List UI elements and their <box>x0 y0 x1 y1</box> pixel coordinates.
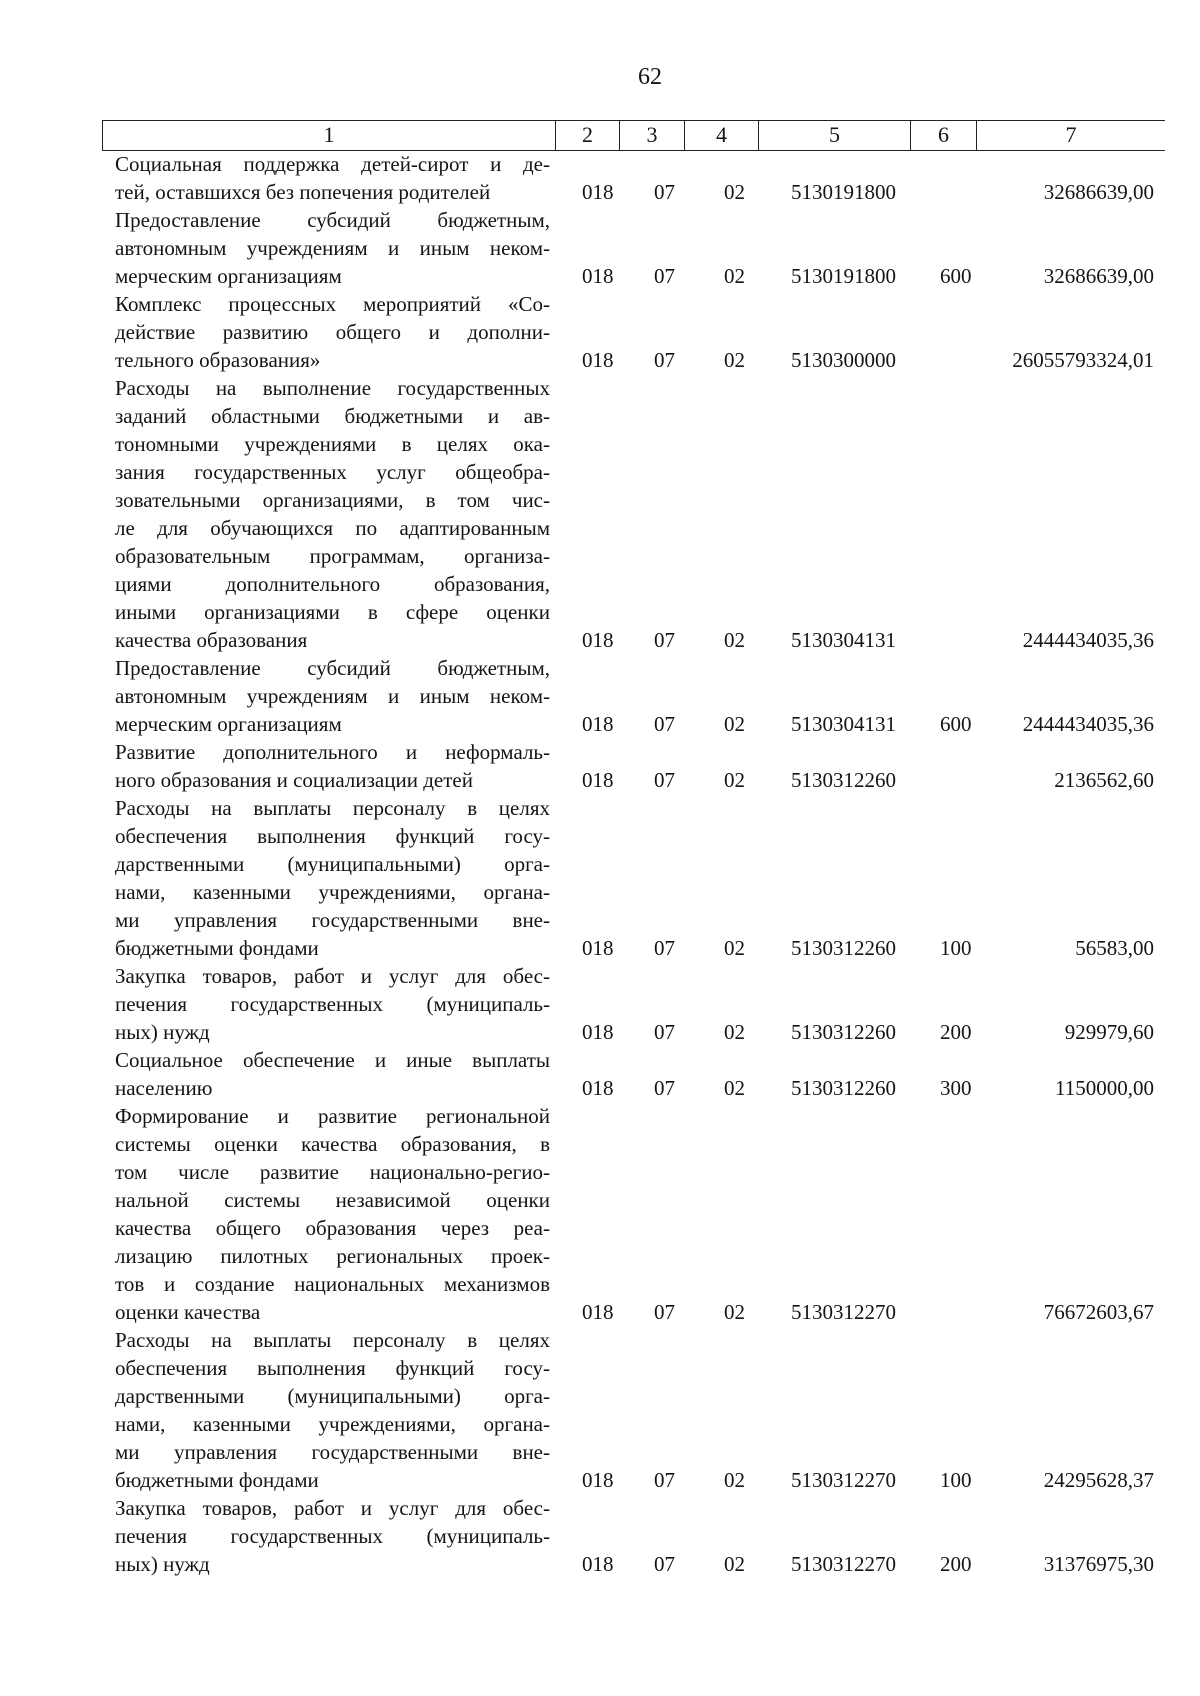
description-line: печения государственных (муниципаль- <box>115 992 550 1016</box>
header-col-3: 3 <box>620 121 685 150</box>
header-col-5: 5 <box>759 121 911 150</box>
description-line: Расходы на выполнение государственных <box>115 376 550 400</box>
target-article-code: 5130312270 <box>791 1552 896 1576</box>
table-row <box>0 1494 1200 1578</box>
table-row <box>0 1102 1200 1326</box>
subsection-code: 02 <box>724 1468 745 1492</box>
description-line: ми управления государственными вне- <box>115 1440 550 1464</box>
description-line: Закупка товаров, работ и услуг для обес- <box>115 1496 550 1520</box>
amount: 2444434035,36 <box>1022 628 1154 652</box>
description-line: заданий областными бюджетными и ав- <box>115 404 550 428</box>
description-line: зания государственных услуг общеобра- <box>115 460 550 484</box>
expense-type-code: 100 <box>940 1468 972 1492</box>
row-description <box>115 962 550 1046</box>
description-line: обеспечения выполнения функций госу- <box>115 824 550 848</box>
description-line: оценки качества <box>115 1300 261 1324</box>
description-line: Расходы на выплаты персоналу в целях <box>115 1328 550 1352</box>
description-line: качества образования <box>115 628 308 652</box>
description-line: обеспечения выполнения функций госу- <box>115 1356 550 1380</box>
amount: 26055793324,01 <box>1012 348 1154 372</box>
description-line: Формирование и развитие региональной <box>115 1104 550 1128</box>
description-line: зовательными организациями, в том чис- <box>115 488 550 512</box>
description-line: Закупка товаров, работ и услуг для обес- <box>115 964 550 988</box>
dept-code: 018 <box>582 180 614 204</box>
subsection-code: 02 <box>724 936 745 960</box>
description-line: ных) нужд <box>115 1552 210 1576</box>
expense-type-code: 200 <box>940 1020 972 1044</box>
description-line: том числе развитие национально-регио- <box>115 1160 550 1184</box>
row-description <box>115 206 550 290</box>
subsection-code: 02 <box>724 628 745 652</box>
target-article-code: 5130191800 <box>791 180 896 204</box>
table-row <box>0 150 1200 206</box>
dept-code: 018 <box>582 1076 614 1100</box>
description-line: Социальная поддержка детей-сирот и де- <box>115 152 550 176</box>
section-code: 07 <box>654 936 675 960</box>
section-code: 07 <box>654 712 675 736</box>
table-row <box>0 206 1200 290</box>
table-row <box>0 1326 1200 1494</box>
expense-type-code: 300 <box>940 1076 972 1100</box>
subsection-code: 02 <box>724 712 745 736</box>
expense-type-code: 100 <box>940 936 972 960</box>
row-description <box>115 1326 550 1494</box>
dept-code: 018 <box>582 628 614 652</box>
expense-type-code: 600 <box>940 712 972 736</box>
description-line: автономным учреждениям и иным неком- <box>115 684 550 708</box>
target-article-code: 5130312260 <box>791 936 896 960</box>
page-number: 62 <box>638 64 662 90</box>
section-code: 07 <box>654 1300 675 1324</box>
amount: 2444434035,36 <box>1022 712 1154 736</box>
section-code: 07 <box>654 1468 675 1492</box>
table-row <box>0 374 1200 654</box>
header-col-7: 7 <box>1065 122 1077 147</box>
header-col-2: 2 <box>556 121 620 150</box>
description-line: мерческим организациям <box>115 712 342 736</box>
description-line: лизацию пилотных региональных проек- <box>115 1244 550 1268</box>
description-line: циями дополнительного образования, <box>115 572 550 596</box>
expense-type-code: 600 <box>940 264 972 288</box>
subsection-code: 02 <box>724 1300 745 1324</box>
description-line: системы оценки качества образования, в <box>115 1132 550 1156</box>
row-description <box>115 794 550 962</box>
description-line: действие развитию общего и дополни- <box>115 320 550 344</box>
row-description <box>115 1046 550 1102</box>
description-line: нами, казенными учреждениями, органа- <box>115 1412 550 1436</box>
description-line: мерческим организациям <box>115 264 342 288</box>
target-article-code: 5130312260 <box>791 1020 896 1044</box>
dept-code: 018 <box>582 768 614 792</box>
description-line: тельного образования» <box>115 348 321 372</box>
section-code: 07 <box>654 348 675 372</box>
dept-code: 018 <box>582 936 614 960</box>
description-line: Развитие дополнительного и неформаль- <box>115 740 550 764</box>
target-article-code: 5130312260 <box>791 1076 896 1100</box>
section-code: 07 <box>654 264 675 288</box>
row-description <box>115 150 550 206</box>
subsection-code: 02 <box>724 1076 745 1100</box>
description-line: нами, казенными учреждениями, органа- <box>115 880 550 904</box>
dept-code: 018 <box>582 712 614 736</box>
row-description <box>115 1102 550 1326</box>
description-line: тей, оставшихся без попечения родителей <box>115 180 491 204</box>
table-row <box>0 1046 1200 1102</box>
dept-code: 018 <box>582 1468 614 1492</box>
section-code: 07 <box>654 628 675 652</box>
row-description <box>115 1494 550 1578</box>
description-line: автономным учреждениям и иным неком- <box>115 236 550 260</box>
description-line: ле для обучающихся по адаптированным <box>115 516 550 540</box>
description-line: иными организациями в сфере оценки <box>115 600 550 624</box>
description-line: Социальное обеспечение и иные выплаты <box>115 1048 550 1072</box>
table-row <box>0 794 1200 962</box>
section-code: 07 <box>654 1552 675 1576</box>
target-article-code: 5130312270 <box>791 1468 896 1492</box>
section-code: 07 <box>654 1076 675 1100</box>
header-col-6: 6 <box>911 121 977 150</box>
row-description <box>115 654 550 738</box>
description-line: бюджетными фондами <box>115 936 319 960</box>
dept-code: 018 <box>582 348 614 372</box>
dept-code: 018 <box>582 1020 614 1044</box>
table-row <box>0 654 1200 738</box>
description-line: тономными учреждениями в целях ока- <box>115 432 550 456</box>
table-row <box>0 962 1200 1046</box>
description-line: печения государственных (муниципаль- <box>115 1524 550 1548</box>
header-col-4: 4 <box>685 121 759 150</box>
amount: 32686639,00 <box>1043 264 1154 288</box>
row-description <box>115 738 550 794</box>
subsection-code: 02 <box>724 1552 745 1576</box>
row-description <box>115 290 550 374</box>
amount: 1150000,00 <box>1055 1076 1154 1100</box>
expense-type-code: 200 <box>940 1552 972 1576</box>
description-line: ного образования и социализации детей <box>115 768 473 792</box>
dept-code: 018 <box>582 1552 614 1576</box>
target-article-code: 5130304131 <box>791 628 896 652</box>
table-row <box>0 290 1200 374</box>
description-line: дарственными (муниципальными) орга- <box>115 1384 550 1408</box>
target-article-code: 5130191800 <box>791 264 896 288</box>
description-line: нальной системы независимой оценки <box>115 1188 550 1212</box>
dept-code: 018 <box>582 264 614 288</box>
subsection-code: 02 <box>724 180 745 204</box>
amount: 76672603,67 <box>1043 1300 1154 1324</box>
description-line: Комплекс процессных мероприятий «Со- <box>115 292 550 316</box>
description-line: Расходы на выплаты персоналу в целях <box>115 796 550 820</box>
description-line: Предоставление субсидий бюджетным, <box>115 208 550 232</box>
header-col-1: 1 <box>103 121 556 150</box>
description-line: населению <box>115 1076 213 1100</box>
description-line: качества общего образования через реа- <box>115 1216 550 1240</box>
table-row <box>0 738 1200 794</box>
amount: 24295628,37 <box>1043 1468 1154 1492</box>
subsection-code: 02 <box>724 264 745 288</box>
amount: 32686639,00 <box>1043 180 1154 204</box>
section-code: 07 <box>654 1020 675 1044</box>
subsection-code: 02 <box>724 1020 745 1044</box>
subsection-code: 02 <box>724 348 745 372</box>
description-line: бюджетными фондами <box>115 1468 319 1492</box>
description-line: тов и создание национальных механизмов <box>115 1272 550 1296</box>
amount: 929979,60 <box>1064 1020 1154 1044</box>
section-code: 07 <box>654 180 675 204</box>
target-article-code: 5130312270 <box>791 1300 896 1324</box>
section-code: 07 <box>654 768 675 792</box>
subsection-code: 02 <box>724 768 745 792</box>
target-article-code: 5130312260 <box>791 768 896 792</box>
description-line: дарственными (муниципальными) орга- <box>115 852 550 876</box>
row-description <box>115 374 550 654</box>
description-line: Предоставление субсидий бюджетным, <box>115 656 550 680</box>
amount: 31376975,30 <box>1043 1552 1154 1576</box>
description-line: образовательным программам, организа- <box>115 544 550 568</box>
description-line: ных) нужд <box>115 1020 210 1044</box>
dept-code: 018 <box>582 1300 614 1324</box>
target-article-code: 5130300000 <box>791 348 896 372</box>
amount: 56583,00 <box>1075 936 1154 960</box>
description-line: ми управления государственными вне- <box>115 908 550 932</box>
amount: 2136562,60 <box>1054 768 1154 792</box>
target-article-code: 5130304131 <box>791 712 896 736</box>
